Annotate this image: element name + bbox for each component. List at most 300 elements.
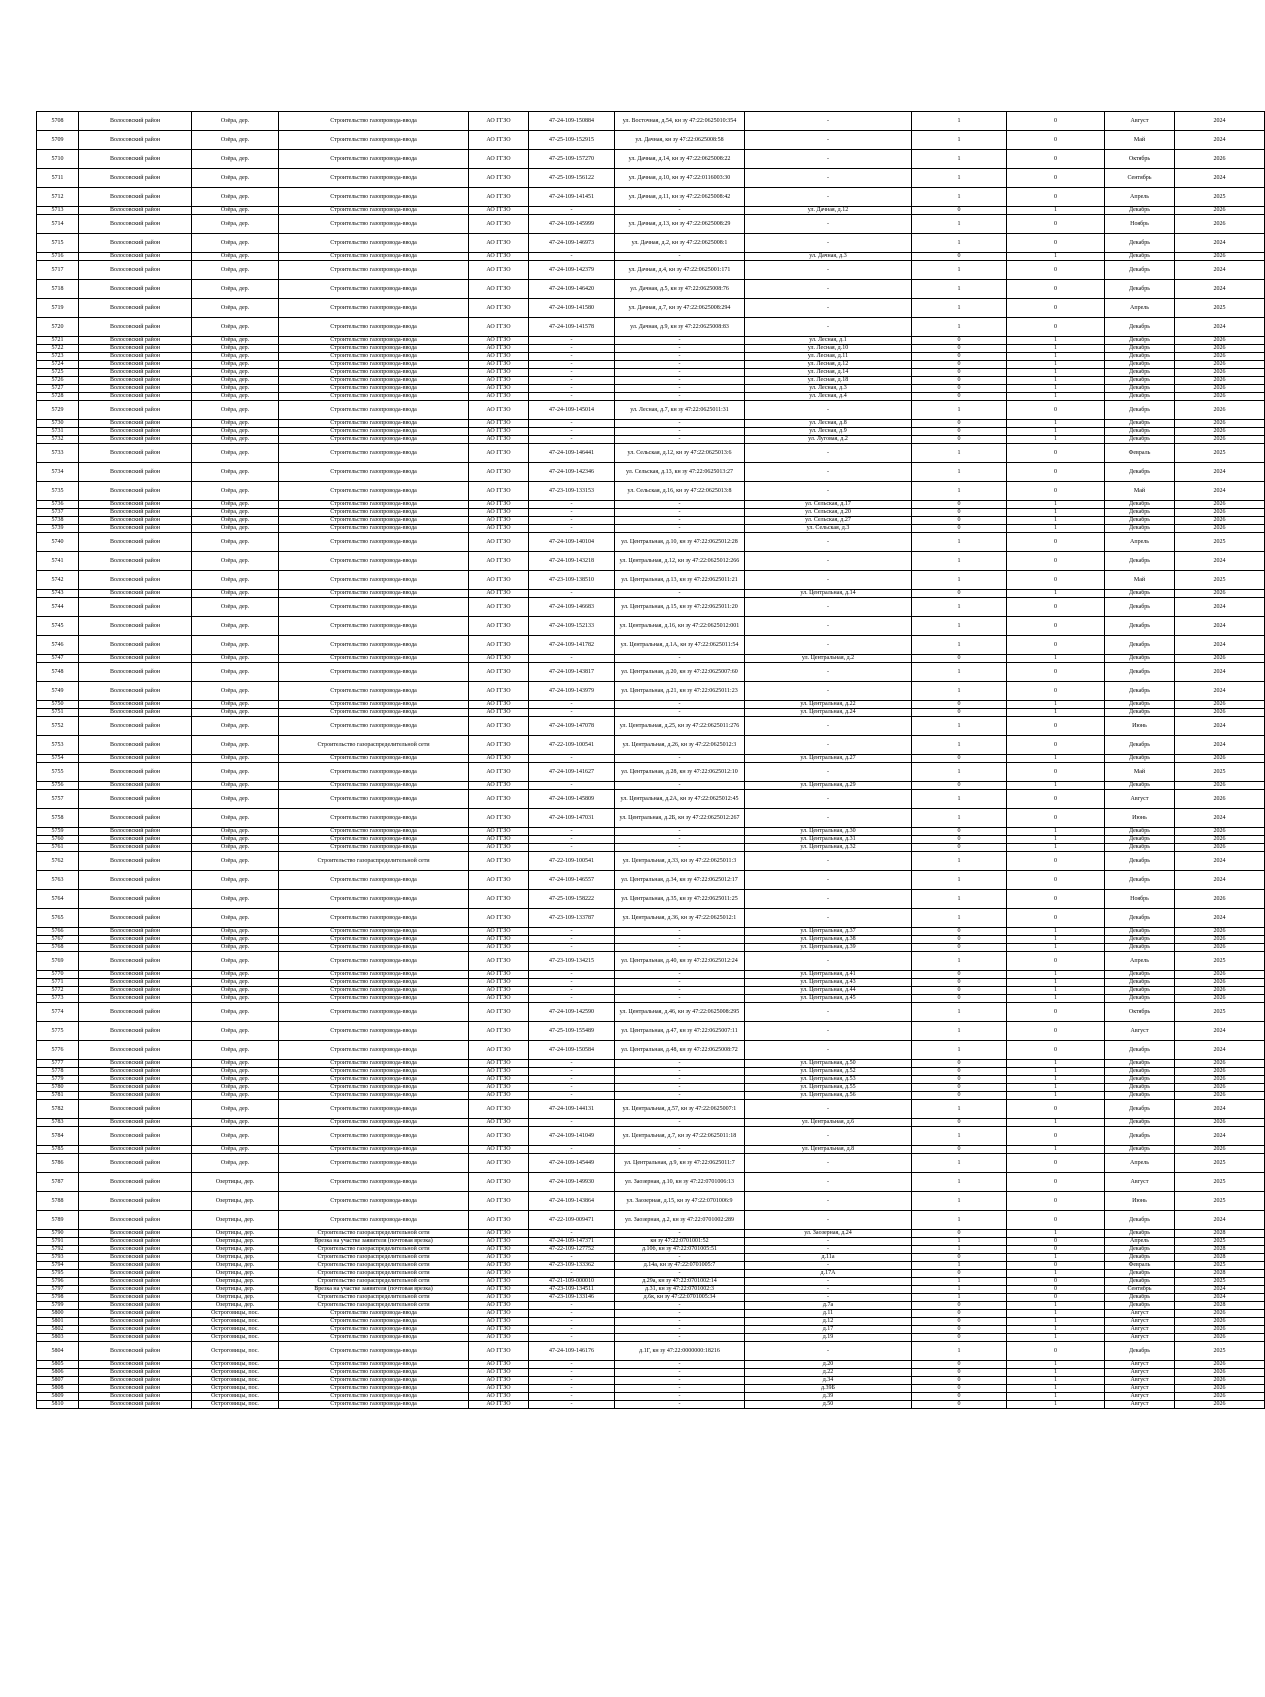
count-a-cell: 1 — [912, 763, 1007, 782]
address-cell: - — [745, 1192, 912, 1211]
row-number-cell: 5809 — [37, 1393, 79, 1401]
address-cell: - — [745, 1100, 912, 1119]
application-number-cell: 47-24-109-141578 — [529, 318, 615, 337]
organization-cell: АО ГГЗО — [469, 836, 529, 844]
table-row — [37, 1211, 1265, 1230]
address-cell: д.19 — [745, 1334, 912, 1342]
settlement-cell: Озёра, дер. — [192, 709, 279, 717]
year-cell: 2024 — [1175, 1211, 1265, 1230]
application-number-cell: 47-23-109-133362 — [529, 1262, 615, 1270]
work-type-cell: Строительство газопровода-ввода — [279, 1401, 469, 1409]
settlement-cell: Озёра, дер. — [192, 552, 279, 571]
count-b-cell: 1 — [1007, 1270, 1105, 1278]
application-number-cell: 47-24-109-143864 — [529, 1192, 615, 1211]
year-cell: 2026 — [1175, 790, 1265, 809]
application-number-cell: 47-24-109-140104 — [529, 533, 615, 552]
table-row — [37, 1278, 1265, 1286]
work-type-cell: Строительство газопровода-ввода — [279, 385, 469, 393]
count-b-cell: 0 — [1007, 1238, 1105, 1246]
work-type-cell: Строительство газопровода-ввода — [279, 188, 469, 207]
district-cell: Волосовский район — [79, 1302, 192, 1310]
work-type-cell: Строительство газопровода-ввода — [279, 909, 469, 928]
application-number-cell: - — [529, 393, 615, 401]
year-cell: 2025 — [1175, 188, 1265, 207]
count-a-cell: 1 — [912, 1211, 1007, 1230]
organization-cell: АО ГГЗО — [469, 736, 529, 755]
address-cadastral-cell: - — [615, 828, 745, 836]
row-number-cell: 5739 — [37, 525, 79, 533]
application-number-cell: - — [529, 1254, 615, 1262]
work-type-cell: Строительство газораспределительной сети — [279, 1278, 469, 1286]
month-cell: Август — [1105, 1401, 1175, 1409]
count-b-cell: 1 — [1007, 1369, 1105, 1377]
table-row — [37, 517, 1265, 525]
count-a-cell: 0 — [912, 1385, 1007, 1393]
organization-cell: АО ГГЗО — [469, 663, 529, 682]
count-a-cell: 0 — [912, 207, 1007, 215]
month-cell: Декабрь — [1105, 280, 1175, 299]
count-a-cell: 1 — [912, 1041, 1007, 1060]
organization-cell: АО ГГЗО — [469, 987, 529, 995]
work-type-cell: Строительство газопровода-ввода — [279, 636, 469, 655]
application-number-cell: 47-22-109-100541 — [529, 736, 615, 755]
month-cell: Декабрь — [1105, 1211, 1175, 1230]
organization-cell: АО ГГЗО — [469, 890, 529, 909]
work-type-cell: Строительство газопровода-ввода — [279, 1342, 469, 1361]
application-number-cell: - — [529, 207, 615, 215]
organization-cell: АО ГГЗО — [469, 318, 529, 337]
organization-cell: АО ГГЗО — [469, 1246, 529, 1254]
address-cadastral-cell: д.14а, кн зу 47:22:0701005:7 — [615, 1262, 745, 1270]
count-b-cell: 1 — [1007, 1076, 1105, 1084]
organization-cell: АО ГГЗО — [469, 501, 529, 509]
row-number-cell: 5778 — [37, 1068, 79, 1076]
row-number-cell: 5785 — [37, 1146, 79, 1154]
count-b-cell: 1 — [1007, 1326, 1105, 1334]
district-cell: Волосовский район — [79, 1076, 192, 1084]
settlement-cell: Озёра, дер. — [192, 663, 279, 682]
count-b-cell: 0 — [1007, 150, 1105, 169]
count-b-cell: 0 — [1007, 533, 1105, 552]
organization-cell: АО ГГЗО — [469, 571, 529, 590]
table-row — [37, 809, 1265, 828]
row-number-cell: 5712 — [37, 188, 79, 207]
work-type-cell: Строительство газопровода-ввода — [279, 1022, 469, 1041]
year-cell: 2026 — [1175, 971, 1265, 979]
table-row — [37, 1022, 1265, 1041]
count-a-cell: 1 — [912, 280, 1007, 299]
application-number-cell: - — [529, 420, 615, 428]
table-row — [37, 571, 1265, 590]
address-cadastral-cell: ул. Сельская, д.16, кн зу 47:22:0625013:8 — [615, 482, 745, 501]
organization-cell: АО ГГЗО — [469, 844, 529, 852]
count-a-cell: 0 — [912, 525, 1007, 533]
district-cell: Волосовский район — [79, 401, 192, 420]
work-type-cell: Строительство газопровода-ввода — [279, 215, 469, 234]
month-cell: Декабрь — [1105, 936, 1175, 944]
work-type-cell: Строительство газопровода-ввода — [279, 1068, 469, 1076]
row-number-cell: 5787 — [37, 1173, 79, 1192]
row-number-cell: 5806 — [37, 1369, 79, 1377]
month-cell: Май — [1105, 482, 1175, 501]
table-row — [37, 1100, 1265, 1119]
count-a-cell: 1 — [912, 636, 1007, 655]
application-number-cell: - — [529, 590, 615, 598]
address-cadastral-cell: - — [615, 1092, 745, 1100]
work-type-cell: Строительство газопровода-ввода — [279, 482, 469, 501]
row-number-cell: 5728 — [37, 393, 79, 401]
work-type-cell: Строительство газопровода-ввода — [279, 1310, 469, 1318]
year-cell: 2028 — [1175, 1270, 1265, 1278]
application-number-cell: - — [529, 1385, 615, 1393]
count-b-cell: 0 — [1007, 598, 1105, 617]
application-number-cell: - — [529, 1318, 615, 1326]
month-cell: Декабрь — [1105, 436, 1175, 444]
table-row — [37, 1393, 1265, 1401]
district-cell: Волосовский район — [79, 828, 192, 836]
table-row — [37, 1262, 1265, 1270]
work-type-cell: Строительство газопровода-ввода — [279, 763, 469, 782]
month-cell: Декабрь — [1105, 1270, 1175, 1278]
work-type-cell: Строительство газопровода-ввода — [279, 353, 469, 361]
work-type-cell: Строительство газораспределительной сети — [279, 1294, 469, 1302]
address-cell: - — [745, 1154, 912, 1173]
count-b-cell: 0 — [1007, 1262, 1105, 1270]
address-cell: ул. Центральная, д.2 — [745, 655, 912, 663]
address-cell: - — [745, 215, 912, 234]
address-cell: - — [745, 318, 912, 337]
count-a-cell: 1 — [912, 571, 1007, 590]
settlement-cell: Озёра, дер. — [192, 299, 279, 318]
row-number-cell: 5801 — [37, 1318, 79, 1326]
table-row — [37, 979, 1265, 987]
work-type-cell: Строительство газораспределительной сети — [279, 1246, 469, 1254]
month-cell: Август — [1105, 1318, 1175, 1326]
table-row — [37, 1092, 1265, 1100]
month-cell: Декабрь — [1105, 1068, 1175, 1076]
work-type-cell: Строительство газопровода-ввода — [279, 501, 469, 509]
row-number-cell: 5753 — [37, 736, 79, 755]
address-cell: - — [745, 636, 912, 655]
organization-cell: АО ГГЗО — [469, 353, 529, 361]
month-cell: Август — [1105, 1377, 1175, 1385]
month-cell: Август — [1105, 1310, 1175, 1318]
month-cell: Декабрь — [1105, 1060, 1175, 1068]
count-b-cell: 1 — [1007, 944, 1105, 952]
count-a-cell: 0 — [912, 377, 1007, 385]
year-cell: 2024 — [1175, 318, 1265, 337]
work-type-cell: Строительство газопровода-ввода — [279, 755, 469, 763]
work-type-cell: Строительство газопровода-ввода — [279, 261, 469, 280]
address-cell: - — [745, 571, 912, 590]
address-cadastral-cell: - — [615, 1060, 745, 1068]
settlement-cell: Остроговицы, пос. — [192, 1342, 279, 1361]
address-cell: - — [745, 401, 912, 420]
settlement-cell: Озёра, дер. — [192, 428, 279, 436]
table-row — [37, 617, 1265, 636]
address-cadastral-cell: - — [615, 944, 745, 952]
count-b-cell: 1 — [1007, 936, 1105, 944]
address-cell: ул. Сельская, д.27 — [745, 517, 912, 525]
row-number-cell: 5798 — [37, 1294, 79, 1302]
count-a-cell: 1 — [912, 299, 1007, 318]
month-cell: Декабрь — [1105, 944, 1175, 952]
count-b-cell: 1 — [1007, 420, 1105, 428]
organization-cell: АО ГГЗО — [469, 1173, 529, 1192]
district-cell: Волосовский район — [79, 1211, 192, 1230]
district-cell: Волосовский район — [79, 809, 192, 828]
organization-cell: АО ГГЗО — [469, 215, 529, 234]
district-cell: Волосовский район — [79, 1146, 192, 1154]
table-row — [37, 909, 1265, 928]
row-number-cell: 5717 — [37, 261, 79, 280]
work-type-cell: Строительство газопровода-ввода — [279, 663, 469, 682]
address-cell: ул. Лесная, д.11 — [745, 353, 912, 361]
organization-cell: АО ГГЗО — [469, 1393, 529, 1401]
row-number-cell: 5715 — [37, 234, 79, 253]
count-b-cell: 1 — [1007, 1310, 1105, 1318]
application-number-cell: 47-25-109-152915 — [529, 131, 615, 150]
address-cadastral-cell: ул. Дачная, д.5, кн зу 47:22:0625008:76 — [615, 280, 745, 299]
row-number-cell: 5808 — [37, 1385, 79, 1393]
address-cell: ул. Центральная, д.27 — [745, 755, 912, 763]
settlement-cell: Озёра, дер. — [192, 234, 279, 253]
district-cell: Волосовский район — [79, 361, 192, 369]
table-row — [37, 655, 1265, 663]
address-cadastral-cell: - — [615, 928, 745, 936]
address-cadastral-cell: - — [615, 1318, 745, 1326]
organization-cell: АО ГГЗО — [469, 377, 529, 385]
address-cadastral-cell: - — [615, 844, 745, 852]
month-cell: Декабрь — [1105, 501, 1175, 509]
district-cell: Волосовский район — [79, 987, 192, 995]
count-b-cell: 1 — [1007, 1092, 1105, 1100]
work-type-cell: Строительство газораспределительной сети — [279, 1230, 469, 1238]
year-cell: 2026 — [1175, 361, 1265, 369]
table-row — [37, 428, 1265, 436]
year-cell: 2026 — [1175, 1334, 1265, 1342]
settlement-cell: Озёра, дер. — [192, 736, 279, 755]
count-b-cell: 0 — [1007, 261, 1105, 280]
address-cadastral-cell: - — [615, 1361, 745, 1369]
district-cell: Волосовский район — [79, 131, 192, 150]
table-row — [37, 337, 1265, 345]
address-cell: ул. Дачная, д.3 — [745, 253, 912, 261]
work-type-cell: Строительство газопровода-ввода — [279, 525, 469, 533]
count-b-cell: 0 — [1007, 1003, 1105, 1022]
work-type-cell: Строительство газопровода-ввода — [279, 377, 469, 385]
table-row — [37, 1246, 1265, 1254]
gasification-schedule-table — [36, 111, 1265, 1409]
address-cell: - — [745, 1211, 912, 1230]
row-number-cell: 5772 — [37, 987, 79, 995]
work-type-cell: Строительство газопровода-ввода — [279, 995, 469, 1003]
address-cell: - — [745, 1342, 912, 1361]
count-a-cell: 0 — [912, 353, 1007, 361]
table-row — [37, 1342, 1265, 1361]
address-cadastral-cell: ул. Центральная, д.47, кн зу 47:22:0625007:11 — [615, 1022, 745, 1041]
address-cell: ул. Центральная, д.22 — [745, 701, 912, 709]
settlement-cell: Озёра, дер. — [192, 361, 279, 369]
organization-cell: АО ГГЗО — [469, 463, 529, 482]
application-number-cell: 47-24-109-147078 — [529, 717, 615, 736]
district-cell: Волосовский район — [79, 636, 192, 655]
organization-cell: АО ГГЗО — [469, 436, 529, 444]
address-cell: - — [745, 131, 912, 150]
month-cell: Август — [1105, 790, 1175, 809]
district-cell: Волосовский район — [79, 436, 192, 444]
count-b-cell: 1 — [1007, 501, 1105, 509]
application-number-cell: 47-24-109-146420 — [529, 280, 615, 299]
year-cell: 2026 — [1175, 844, 1265, 852]
address-cadastral-cell: ул. Центральная, д.13, кн зу 47:22:0625011:21 — [615, 571, 745, 590]
organization-cell: АО ГГЗО — [469, 636, 529, 655]
row-number-cell: 5799 — [37, 1302, 79, 1310]
district-cell: Волосовский район — [79, 261, 192, 280]
address-cadastral-cell: ул. Дачная, д.11, кн зу 47:22:0625008:42 — [615, 188, 745, 207]
settlement-cell: Озёра, дер. — [192, 890, 279, 909]
row-number-cell: 5810 — [37, 1401, 79, 1409]
district-cell: Волосовский район — [79, 1278, 192, 1286]
row-number-cell: 5725 — [37, 369, 79, 377]
address-cell: ул. Центральная, д.50 — [745, 1060, 912, 1068]
application-number-cell: 47-24-109-141580 — [529, 299, 615, 318]
settlement-cell: Остроговицы, пос. — [192, 1334, 279, 1342]
year-cell: 2026 — [1175, 345, 1265, 353]
row-number-cell: 5735 — [37, 482, 79, 501]
count-b-cell: 1 — [1007, 517, 1105, 525]
year-cell: 2026 — [1175, 525, 1265, 533]
application-number-cell: 47-23-109-134215 — [529, 952, 615, 971]
row-number-cell: 5734 — [37, 463, 79, 482]
count-a-cell: 1 — [912, 1238, 1007, 1246]
month-cell: Декабрь — [1105, 663, 1175, 682]
work-type-cell: Строительство газопровода-ввода — [279, 517, 469, 525]
address-cadastral-cell: - — [615, 385, 745, 393]
count-a-cell: 1 — [912, 215, 1007, 234]
application-number-cell: 47-24-109-145809 — [529, 790, 615, 809]
row-number-cell: 5754 — [37, 755, 79, 763]
table-row — [37, 952, 1265, 971]
work-type-cell: Строительство газопровода-ввода — [279, 463, 469, 482]
count-a-cell: 0 — [912, 1377, 1007, 1385]
count-a-cell: 1 — [912, 682, 1007, 701]
application-number-cell: 47-24-109-146557 — [529, 871, 615, 890]
year-cell: 2026 — [1175, 995, 1265, 1003]
settlement-cell: Остроговицы, пос. — [192, 1361, 279, 1369]
count-b-cell: 1 — [1007, 701, 1105, 709]
count-a-cell: 0 — [912, 1393, 1007, 1401]
organization-cell: АО ГГЗО — [469, 401, 529, 420]
table-row — [37, 385, 1265, 393]
settlement-cell: Озертицы, дер. — [192, 1192, 279, 1211]
month-cell: Декабрь — [1105, 844, 1175, 852]
table-row — [37, 533, 1265, 552]
count-a-cell: 0 — [912, 1230, 1007, 1238]
year-cell: 2024 — [1175, 234, 1265, 253]
organization-cell: АО ГГЗО — [469, 682, 529, 701]
year-cell: 2026 — [1175, 890, 1265, 909]
address-cadastral-cell: ул. Центральная, д.57, кн зу 47:22:0625007:1 — [615, 1100, 745, 1119]
organization-cell: АО ГГЗО — [469, 552, 529, 571]
organization-cell: АО ГГЗО — [469, 1092, 529, 1100]
count-a-cell: 1 — [912, 188, 1007, 207]
month-cell: Декабрь — [1105, 701, 1175, 709]
count-a-cell: 1 — [912, 150, 1007, 169]
table-row — [37, 1369, 1265, 1377]
count-b-cell: 0 — [1007, 482, 1105, 501]
count-a-cell: 0 — [912, 755, 1007, 763]
application-number-cell: - — [529, 385, 615, 393]
district-cell: Волосовский район — [79, 995, 192, 1003]
count-b-cell: 0 — [1007, 1246, 1105, 1254]
settlement-cell: Озёра, дер. — [192, 790, 279, 809]
address-cadastral-cell: - — [615, 1326, 745, 1334]
application-number-cell: - — [529, 1334, 615, 1342]
district-cell: Волосовский район — [79, 1022, 192, 1041]
month-cell: Сентябрь — [1105, 169, 1175, 188]
work-type-cell: Строительство газопровода-ввода — [279, 1100, 469, 1119]
month-cell: Апрель — [1105, 1238, 1175, 1246]
count-b-cell: 0 — [1007, 1173, 1105, 1192]
organization-cell: АО ГГЗО — [469, 1154, 529, 1173]
count-a-cell: 0 — [912, 1302, 1007, 1310]
settlement-cell: Озёра, дер. — [192, 682, 279, 701]
work-type-cell: Строительство газопровода-ввода — [279, 1084, 469, 1092]
settlement-cell: Озёра, дер. — [192, 928, 279, 936]
count-b-cell: 1 — [1007, 1146, 1105, 1154]
address-cell: - — [745, 617, 912, 636]
organization-cell: АО ГГЗО — [469, 1377, 529, 1385]
application-number-cell: 47-24-109-147371 — [529, 1238, 615, 1246]
application-number-cell: 47-24-109-145014 — [529, 401, 615, 420]
table-row — [37, 215, 1265, 234]
table-row — [37, 590, 1265, 598]
count-a-cell: 0 — [912, 253, 1007, 261]
address-cadastral-cell: ул. Центральная, д.48, кн зу 47:22:0625008:72 — [615, 1041, 745, 1060]
address-cadastral-cell: - — [615, 253, 745, 261]
settlement-cell: Озертицы, дер. — [192, 1294, 279, 1302]
count-a-cell: 0 — [912, 1369, 1007, 1377]
work-type-cell: Строительство газопровода-ввода — [279, 1127, 469, 1146]
count-a-cell: 1 — [912, 717, 1007, 736]
address-cell: ул. Центральная, д.32 — [745, 844, 912, 852]
count-a-cell: 1 — [912, 909, 1007, 928]
work-type-cell: Строительство газопровода-ввода — [279, 871, 469, 890]
address-cadastral-cell: д.29а, кн зу 47:22:0701002:14 — [615, 1278, 745, 1286]
address-cell: - — [745, 1003, 912, 1022]
organization-cell: АО ГГЗО — [469, 1401, 529, 1409]
row-number-cell: 5736 — [37, 501, 79, 509]
month-cell: Декабрь — [1105, 253, 1175, 261]
count-b-cell: 0 — [1007, 112, 1105, 131]
table-row — [37, 701, 1265, 709]
application-number-cell: - — [529, 1310, 615, 1318]
work-type-cell: Строительство газопровода-ввода — [279, 112, 469, 131]
application-number-cell: - — [529, 944, 615, 952]
application-number-cell: - — [529, 1146, 615, 1154]
settlement-cell: Озёра, дер. — [192, 655, 279, 663]
table-row — [37, 436, 1265, 444]
address-cell: ул. Луговая, д.2 — [745, 436, 912, 444]
application-number-cell: - — [529, 1377, 615, 1385]
address-cell: - — [745, 763, 912, 782]
application-number-cell: 47-24-109-141451 — [529, 188, 615, 207]
count-a-cell: 1 — [912, 1022, 1007, 1041]
settlement-cell: Озёра, дер. — [192, 318, 279, 337]
month-cell: Октябрь — [1105, 1003, 1175, 1022]
month-cell: Декабрь — [1105, 1127, 1175, 1146]
